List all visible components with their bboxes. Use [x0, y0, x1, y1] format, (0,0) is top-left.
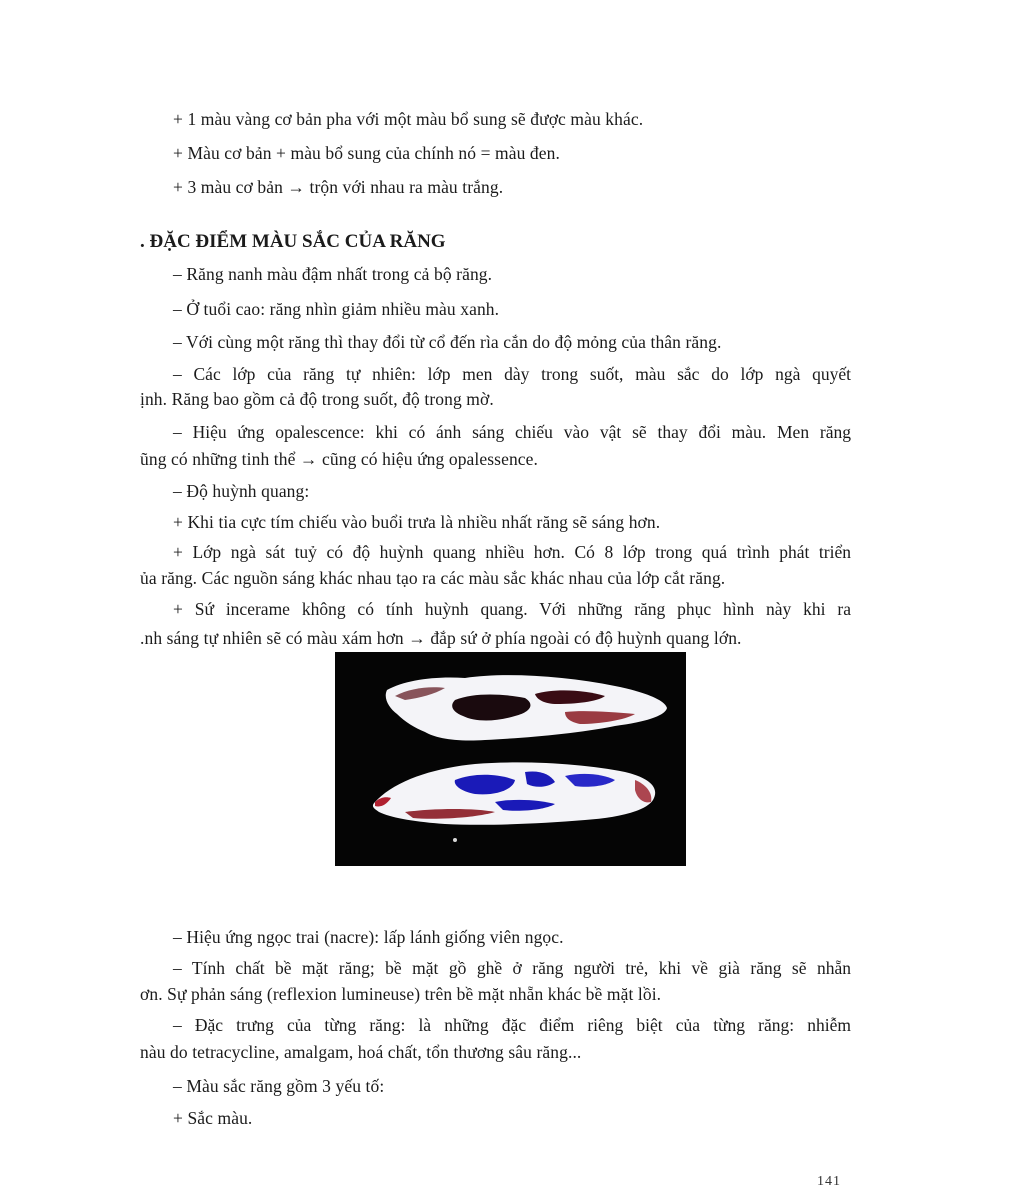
paragraph-opalescence-line-2: ũng có những tinh thể → cũng có hiệu ứng opalessence. [140, 449, 538, 469]
paragraph-opalescence-line-1: – Hiệu ứng opalescence: khi có ánh sáng chiếu vào vật sẽ thay đổi màu. Men răng [173, 422, 851, 442]
paragraph-characteristic-line-1: – Đặc trưng của từng răng: là những đặc điểm riêng biệt của từng răng: nhiễm [173, 1015, 851, 1035]
paragraph-incerame-line-1: + Sứ incerame không có tính huỳnh quang. Với những răng phục hình này khi ra [173, 599, 851, 619]
paragraph-age: – Ở tuổi cao: răng nhìn giảm nhiều màu xanh. [173, 299, 500, 319]
paragraph-layers-line-1: – Các lớp của răng tự nhiên: lớp men dày trong suốt, màu sắc do lớp ngà quyết [173, 364, 851, 384]
rule-line-3: + 3 màu cơ bản → trộn với nhau ra màu trắng. [173, 177, 504, 197]
section-heading: . ĐẶC ĐIỂM MÀU SẮC CỦA RĂNG [140, 231, 446, 252]
paragraph-nacre: – Hiệu ứng ngọc trai (nacre): lấp lánh giống viên ngọc. [173, 927, 564, 947]
paragraph-canine: – Răng nanh màu đậm nhất trong cả bộ răng. [173, 264, 493, 284]
paragraph-dentin-line-1: + Lớp ngà sát tuỷ có độ huỳnh quang nhiều hơn. Có 8 lớp trong quá trình phát triển [173, 542, 851, 562]
paragraph-three-factors: – Màu sắc răng gồm 3 yếu tố: [173, 1076, 385, 1096]
tooth-fluorescence-illustration [335, 652, 686, 866]
paragraph-thickness: – Với cùng một răng thì thay đổi từ cổ đến rìa cắn do độ mỏng của thân răng. [173, 332, 722, 352]
paragraph-hue: + Sắc màu. [173, 1108, 253, 1128]
paragraph-surface-line-1: – Tính chất bề mặt răng; bề mặt gồ ghề ở răng người trẻ, khi về già răng sẽ nhẵn [173, 958, 851, 978]
rule-line-2: + Màu cơ bản + màu bổ sung của chính nó = màu đen. [173, 143, 560, 163]
paragraph-surface-line-2: ơn. Sự phản sáng (reflexion lumineuse) trên bề mặt nhẵn khác bề mặt lồi. [140, 984, 662, 1004]
paragraph-fluorescence: – Độ huỳnh quang: [173, 481, 310, 501]
paragraph-dentin-line-2: ủa răng. Các nguồn sáng khác nhau tạo ra các màu sắc khác nhau của lớp cắt răng. [140, 568, 726, 588]
paragraph-characteristic-line-2: nàu do tetracycline, amalgam, hoá chất, tổn thương sâu răng... [140, 1042, 582, 1062]
paragraph-incerame-line-2: .nh sáng tự nhiên sẽ có màu xám hơn → đắp sứ ở phía ngoài có độ huỳnh quang lớn. [140, 628, 742, 648]
paragraph-uv: + Khi tia cực tím chiếu vào buổi trưa là nhiều nhất răng sẽ sáng hơn. [173, 512, 661, 532]
tooth-fluorescence-photo [335, 652, 686, 866]
rule-line-1: + 1 màu vàng cơ bản pha với một màu bổ sung sẽ được màu khác. [173, 109, 644, 129]
page-number: 141 [817, 1174, 841, 1189]
paragraph-layers-line-2: ịnh. Răng bao gồm cả độ trong suốt, độ trong mờ. [140, 389, 494, 409]
